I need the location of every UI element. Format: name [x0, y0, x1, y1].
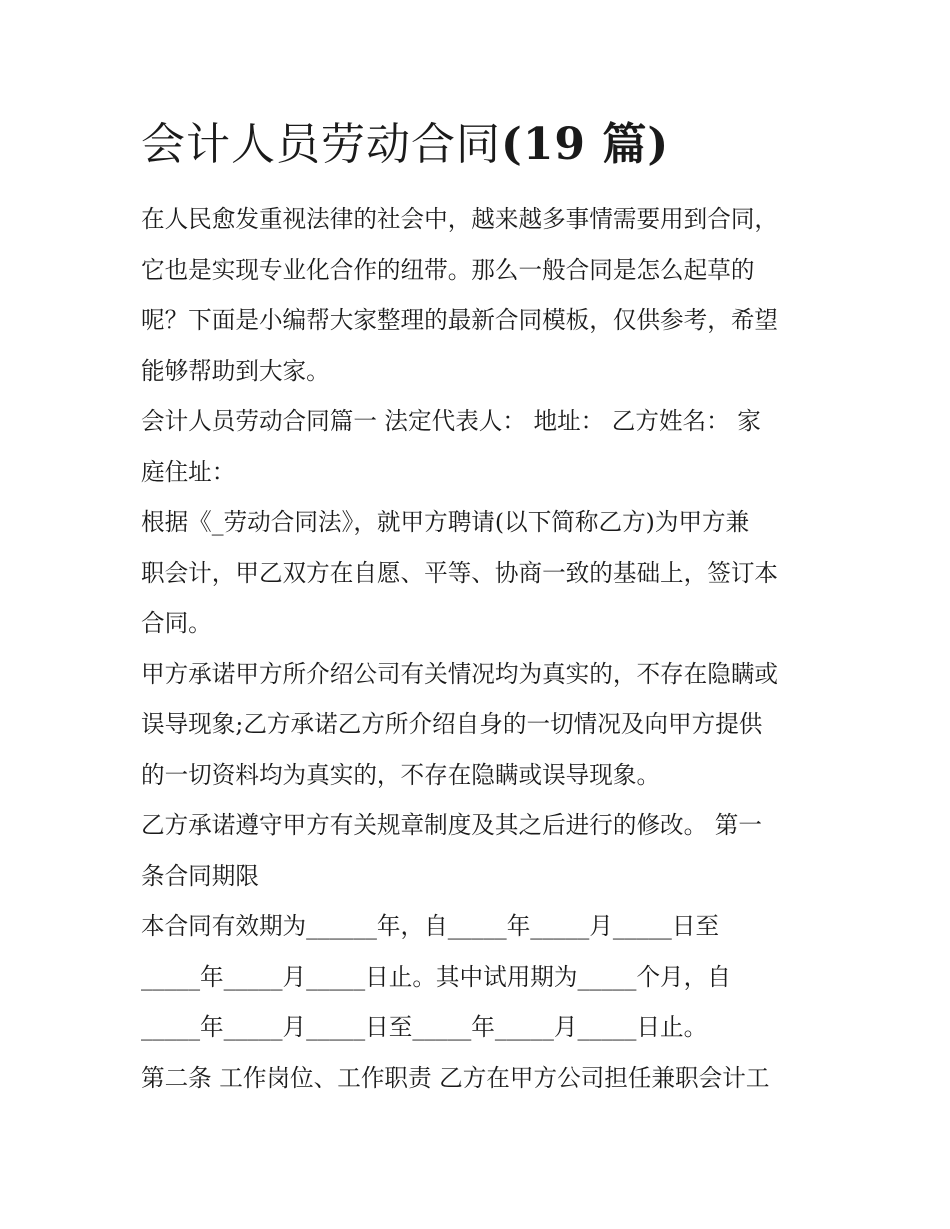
text-line: 呢？下面是小编帮大家整理的最新合同模板，仅供参考，希望 — [141, 306, 779, 334]
title-count: (19 篇) — [501, 119, 670, 170]
text-line: _____年_____月_____日至_____年_____月_____日止。 — [141, 1013, 708, 1041]
text-line: 庭住址： — [141, 457, 236, 486]
text-line: 第二条 工作岗位、工作职责 乙方在甲方公司担任兼职会计工 — [141, 1063, 770, 1092]
document-title — [141, 112, 813, 178]
text-line: 职会计，甲乙双方在自愿、平等、协商一致的基础上，签订本 — [141, 558, 779, 587]
text-line: 它也是实现专业化合作的纽带。那么一般合同是怎么起草的 — [141, 255, 755, 284]
text-line: 根据《_劳动合同法》，就甲方聘请(以下简称乙方)为甲方兼 — [141, 508, 750, 536]
text-line: 误导现象;乙方承诺乙方所介绍自身的一切情况及向甲方提供 — [141, 710, 763, 738]
title-text: 会计人员劳动合同 — [141, 119, 501, 170]
text-line: 乙方承诺遵守甲方有关规章制度及其之后进行的修改。 第一 — [141, 811, 762, 839]
text-line: 本合同有效期为______年，自_____年_____月_____日至 — [141, 912, 720, 940]
text-line: 在人民愈发重视法律的社会中，越来越多事情需要用到合同， — [141, 205, 779, 233]
text-line: 合同。 — [141, 609, 212, 637]
text-line: 条合同期限 — [141, 861, 259, 890]
text-line: 能够帮助到大家。 — [141, 356, 330, 385]
text-line: 会计人员劳动合同篇一 法定代表人： 地址： 乙方姓名： 家 — [141, 407, 761, 435]
text-line: _____年_____月_____日止。其中试用期为_____个月，自 — [141, 962, 731, 991]
text-line: 甲方承诺甲方所介绍公司有关情况均为真实的，不存在隐瞒或 — [141, 659, 779, 688]
text-line: 的一切资料均为真实的，不存在隐瞒或误导现象。 — [141, 760, 661, 789]
document-page — [141, 112, 813, 1103]
